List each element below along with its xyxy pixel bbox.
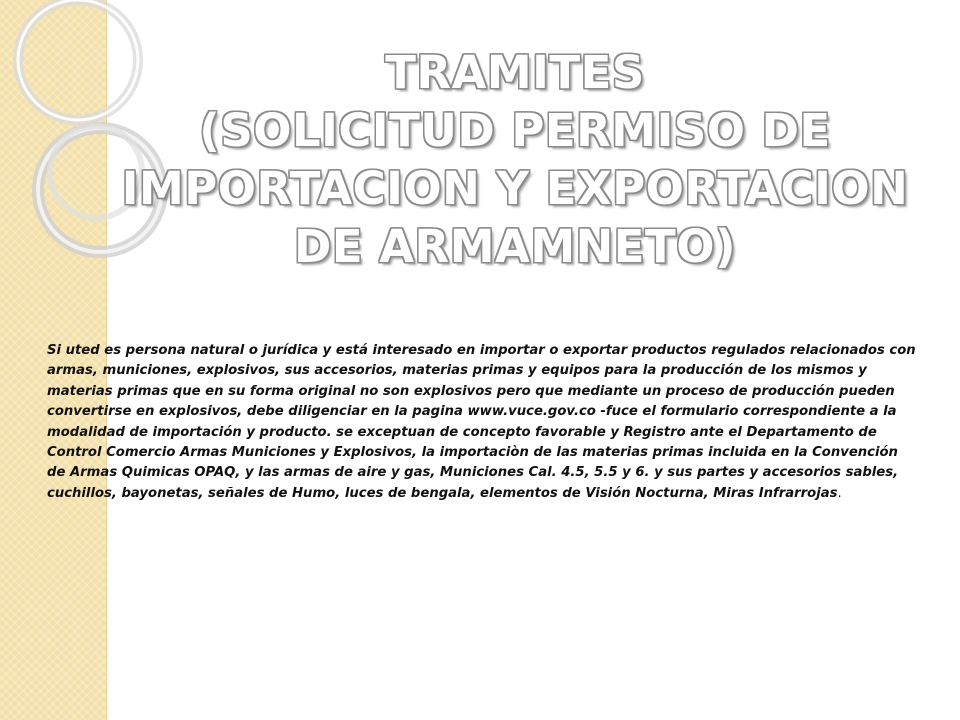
body-text: Si uted es persona natural o jurídica y está interesado en importar o exportar productos regulados relacionados con armas, municiones, explosivos, sus accesorios, materias primas y equipos para la producción de los mismos y materias primas que en su forma original no son explosivos pero que mediante un proceso de producción pueden convertirse en explosivos, debe diligenciar en la pagina www.vuce.gov.co -fuce el formulario correspondiente a la modalidad de importación y producto. se exceptuan de concepto favorable y Registro ante el Departamento de Control Comercio Armas Municiones y Explosivos, la importaciòn de las materias primas incluida en la Convención de Armas Quimicas OPAQ, y las armas de aire y gas, Municiones Cal. 4.5, 5.5 y 6. y sus partes y accesorios sables, cuchillos, bayonetas, señales de Humo, luces de bengala, elementos de Visión Nocturna, Miras Infrarrojas (47, 343, 916, 501)
title-line: TRAMITES (385, 46, 645, 99)
title-line: (SOLICITUD PERMISO DE (199, 104, 831, 157)
title-line: IMPORTACION Y EXPORTACION (121, 162, 909, 215)
body-end-mark: . (837, 485, 842, 501)
slide-title (120, 44, 910, 276)
title-line: DE ARMAMNETO) (293, 220, 737, 273)
body-paragraph (47, 341, 917, 504)
